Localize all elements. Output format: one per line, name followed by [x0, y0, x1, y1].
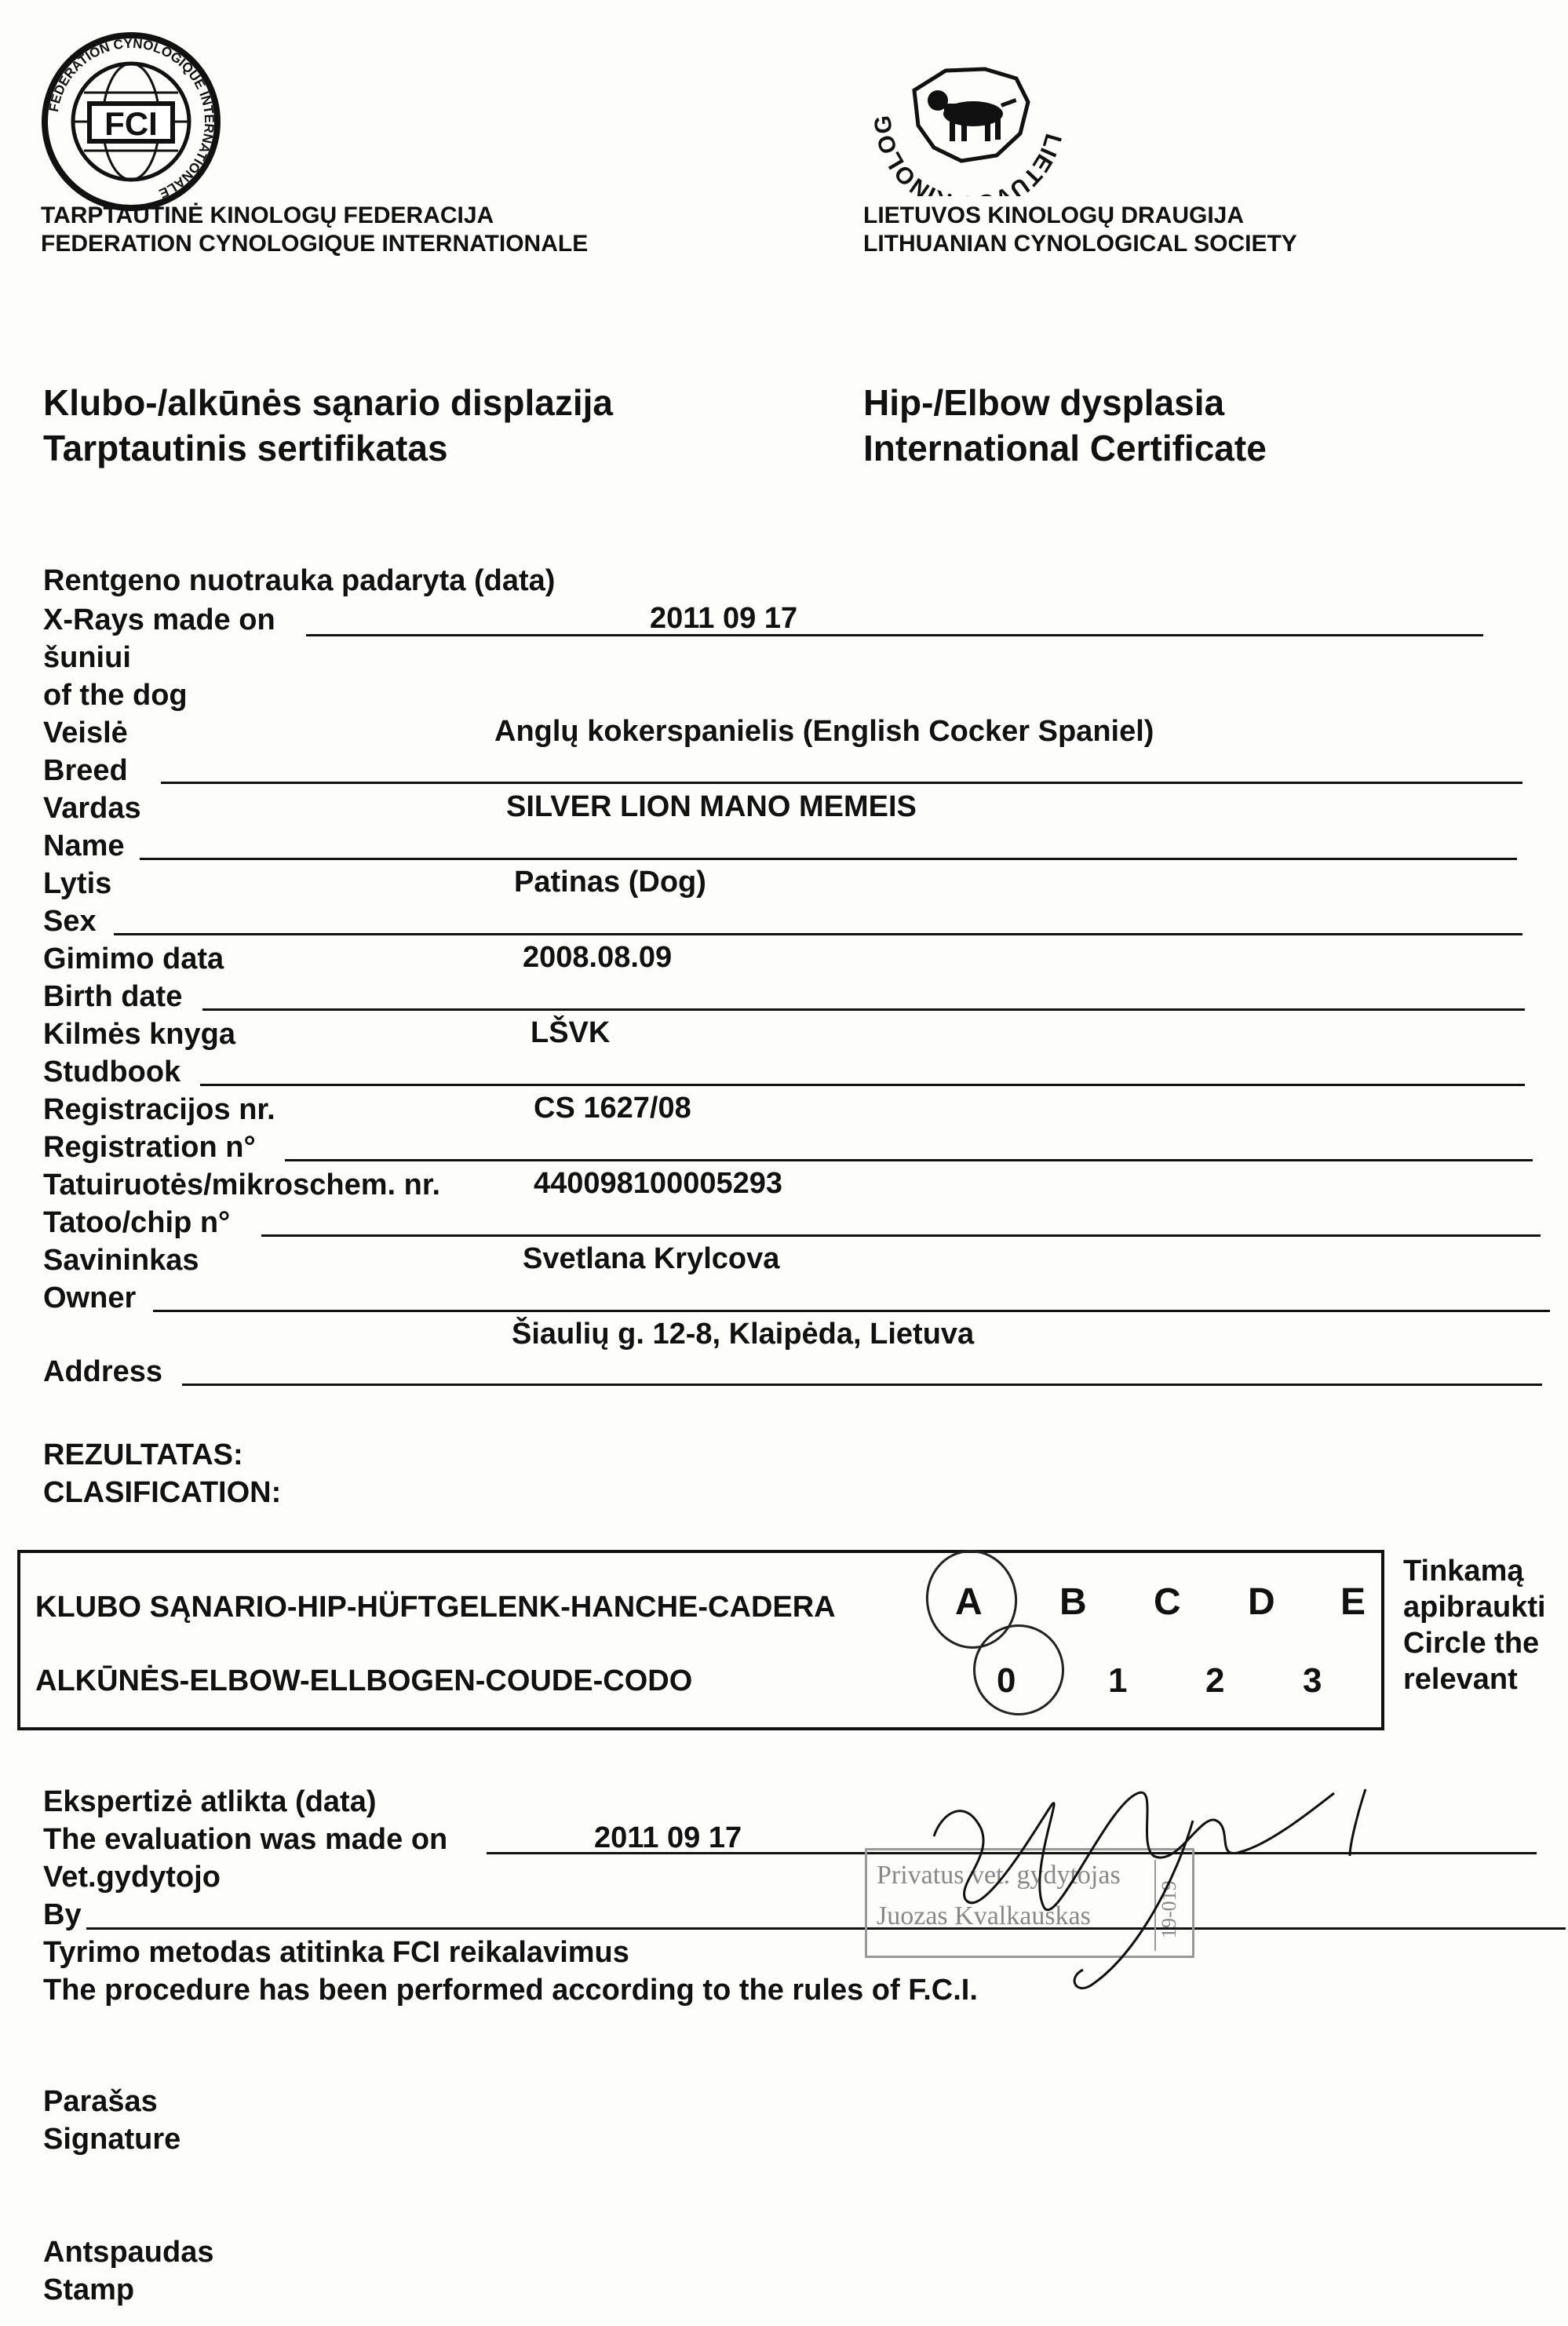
elbow-selected-circle: [973, 1624, 1064, 1715]
stamp-line1: Privatus vet. gydytojas: [877, 1861, 1121, 1890]
owner-label-lt: Savininkas: [43, 1244, 199, 1277]
note-line4: relevant: [1403, 1663, 1518, 1696]
fci-logo: [41, 31, 221, 212]
method-lt: Tyrimo metodas atitinka FCI reikalavimus: [43, 1936, 629, 1969]
breed-underline: [161, 782, 1522, 784]
stamp-code: 19-019: [1158, 1880, 1180, 1938]
vet-label-en: By: [43, 1898, 82, 1931]
eval-label-en: The evaluation was made on: [43, 1823, 448, 1856]
hip-row-label: KLUBO SĄNARIO-HIP-HÜFTGELENK-HANCHE-CADERA: [35, 1591, 836, 1624]
reg-label-lt: Registracijos nr.: [43, 1093, 275, 1126]
lkd-logo: [859, 16, 1079, 196]
method-en: The procedure has been performed according to the rules of F.C.I.: [43, 1974, 978, 2007]
address-value: Šiaulių g. 12-8, Klaipėda, Lietuva: [512, 1318, 975, 1351]
xray-underline: [306, 634, 1483, 636]
signature-label-en: Signature: [43, 2123, 181, 2156]
studbook-label-lt: Kilmės knyga: [43, 1018, 235, 1051]
birth-label-en: Birth date: [43, 980, 183, 1013]
title-en-line1: Hip-/Elbow dysplasia: [863, 382, 1225, 423]
chip-value: 440098100005293: [534, 1167, 783, 1200]
note-line2: apibraukti: [1403, 1591, 1546, 1624]
elbow-grade-1[interactable]: 1: [1108, 1661, 1128, 1700]
note-line3: Circle the: [1403, 1627, 1540, 1660]
hip-grade-d[interactable]: D: [1248, 1581, 1275, 1623]
title-lt-line2: Tarptautinis sertifikatas: [43, 428, 448, 468]
classification-box: [17, 1550, 1384, 1730]
xray-value: 2011 09 17: [650, 602, 798, 635]
lkd-name-en: LITHUANIAN CYNOLOGICAL SOCIETY: [863, 231, 1297, 257]
breed-label-en: Breed: [43, 754, 128, 787]
chip-label-lt: Tatuiruotės/mikroschem. nr.: [43, 1168, 441, 1201]
reg-value: CS 1627/08: [534, 1092, 691, 1125]
reg-underline: [285, 1159, 1533, 1161]
birth-value: 2008.08.09: [523, 941, 673, 974]
note-line1: Tinkamą: [1403, 1555, 1524, 1588]
stamp-label-en: Stamp: [43, 2273, 135, 2306]
studbook-value: LŠVK: [531, 1016, 611, 1049]
elbow-grade-2[interactable]: 2: [1205, 1661, 1225, 1700]
sex-label-lt: Lytis: [43, 867, 112, 900]
hip-grade-e[interactable]: E: [1340, 1581, 1366, 1623]
owner-underline: [153, 1310, 1550, 1312]
stamp-line2: Juozas Kvalkauskas: [877, 1901, 1091, 1930]
result-label-en: CLASIFICATION:: [43, 1476, 282, 1509]
studbook-underline: [200, 1084, 1525, 1086]
result-label-lt: REZULTATAS:: [43, 1438, 243, 1471]
stamp-label-lt: Antspaudas: [43, 2236, 214, 2269]
chip-label-en: Tatoo/chip n°: [43, 1206, 231, 1239]
elbow-row-label: ALKŪNĖS-ELBOW-ELLBOGEN-COUDE-CODO: [35, 1664, 693, 1697]
birth-label-lt: Gimimo data: [43, 942, 224, 975]
name-value: SILVER LION MANO MEMEIS: [506, 790, 917, 823]
hip-grade-b[interactable]: B: [1059, 1581, 1087, 1623]
hip-grade-a[interactable]: A: [955, 1581, 983, 1623]
sex-label-en: Sex: [43, 905, 97, 938]
eval-label-lt: Ekspertizė atlikta (data): [43, 1785, 377, 1818]
eval-value: 2011 09 17: [594, 1821, 742, 1854]
dog-icon: [928, 90, 1017, 141]
birth-underline: [202, 1008, 1525, 1011]
dog-label-lt: šuniui: [43, 641, 131, 674]
address-label-en: Address: [43, 1355, 163, 1388]
name-label-lt: Vardas: [43, 792, 141, 825]
owner-label-en: Owner: [43, 1281, 137, 1314]
svg-text:LIETUVOS KINOLOGŲ DRAUGIJA: LIETU INOLOG: [870, 114, 1067, 196]
breed-value: Anglų kokerspanielis (English Cocker Spaniel): [494, 715, 1154, 748]
fci-name-en: FEDERATION CYNOLOGIQUE INTERNATIONALE: [41, 231, 589, 257]
fci-logo-text: FCI: [104, 105, 158, 142]
name-label-en: Name: [43, 829, 125, 862]
reg-label-en: Registration n°: [43, 1131, 256, 1164]
chip-underline: [261, 1234, 1541, 1237]
sex-underline: [114, 933, 1522, 935]
fci-name-lt: TARPTAUTINĖ KINOLOGŲ FEDERACIJA: [41, 202, 494, 228]
title-lt-line1: Klubo-/alkūnės sąnario displazija: [43, 382, 613, 423]
studbook-label-en: Studbook: [43, 1055, 181, 1088]
xray-label-en: X-Rays made on: [43, 603, 275, 636]
dog-label-en: of the dog: [43, 679, 188, 712]
xray-label-lt: Rentgeno nuotrauka padaryta (data): [43, 564, 556, 597]
svg-text:FEDERATION CYNOLOGIQUE INTERNA: FEDERATION CYNOLOGIQUE INTERNATIONALE: [46, 35, 217, 202]
address-underline: [182, 1384, 1542, 1386]
name-underline: [140, 858, 1517, 860]
elbow-grade-0[interactable]: 0: [997, 1661, 1016, 1700]
vet-label-lt: Vet.gydytojo: [43, 1861, 221, 1894]
sex-value: Patinas (Dog): [514, 866, 706, 899]
signature-label-lt: Parašas: [43, 2085, 158, 2118]
owner-value: Svetlana Krylcova: [523, 1242, 780, 1275]
hip-grade-c[interactable]: C: [1154, 1581, 1181, 1623]
breed-label-lt: Veislė: [43, 716, 128, 749]
elbow-grade-3[interactable]: 3: [1303, 1661, 1322, 1700]
lkd-name-lt: LIETUVOS KINOLOGŲ DRAUGIJA: [863, 202, 1245, 228]
title-en-line2: International Certificate: [863, 428, 1267, 468]
handwritten-signature: [848, 1719, 1413, 2017]
